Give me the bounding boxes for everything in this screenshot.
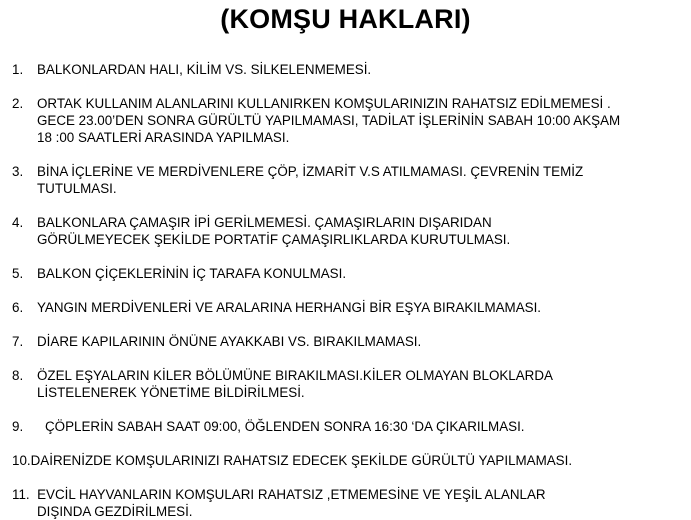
rule-text: EVCİL HAYVANLARIN KOMŞULARI RAHATSIZ ,ETMEMESİNE VE YEŞİL ALANLAR <box>37 487 546 502</box>
rule-number: 8. <box>12 368 24 383</box>
rule-item-6 <box>12 299 691 316</box>
rule-text: ÖZEL EŞYALARIN KİLER BÖLÜMÜNE BIRAKILMASI.KİLER OLMAYAN BLOKLARDA <box>37 368 553 383</box>
rule-number: 11. <box>12 487 30 502</box>
rule-text: ÇÖPLERİN SABAH SAAT 09:00, ÖĞLENDEN SONRA 16:30 ‘DA ÇIKARILMASI. <box>45 419 525 434</box>
rule-text: BALKON ÇİÇEKLERİNİN İÇ TARAFA KONULMASI. <box>37 266 347 281</box>
rule-text: GECE 23.00’DEN SONRA GÜRÜLTÜ YAPILMAMASI, TADİLAT İŞLERİNİN SABAH 10:00 AKŞAM <box>37 113 621 128</box>
rule-text: DAİRENİZDE KOMŞULARINIZI RAHATSIZ EDECEK ŞEKİLDE GÜRÜLTÜ YAPILMAMASI. <box>30 453 573 468</box>
rule-item-1 <box>12 61 691 78</box>
rule-number: 9. <box>12 419 24 434</box>
rule-text: TUTULMASI. <box>37 181 117 196</box>
rule-item-10 <box>12 452 691 469</box>
rule-text: BALKONLARA ÇAMAŞIR İPİ GERİLMEMESİ. ÇAMAŞIRLARIN DIŞARIDAN <box>37 215 492 230</box>
rule-number: 5. <box>12 266 24 281</box>
rule-text: GÖRÜLMEYECEK ŞEKİLDE PORTATİF ÇAMAŞIRLIKLARDA KURUTULMASI. <box>37 232 511 247</box>
rule-item-8 <box>12 367 691 401</box>
rule-number: 6. <box>12 300 24 315</box>
rule-number: 3. <box>12 164 24 179</box>
rule-number: 1. <box>12 62 24 77</box>
rule-text: LİSTELENEREK YÖNETİME BİLDİRİLMESİ. <box>37 385 305 400</box>
rule-number: 2. <box>12 96 24 111</box>
rule-number: 10. <box>12 453 31 468</box>
rule-item-5 <box>12 265 691 282</box>
rule-text: 18 :00 SAATLERİ ARASINDA YAPILMASI. <box>37 130 290 145</box>
rule-item-9 <box>12 418 691 435</box>
rule-item-11 <box>12 486 691 520</box>
rule-item-2 <box>12 95 691 146</box>
rule-text: DİARE KAPILARININ ÖNÜNE AYAKKABI VS. BIRAKILMAMASI. <box>37 334 422 349</box>
page-title: (KOMŞU HAKLARI) <box>220 4 471 34</box>
rule-text: DIŞINDA GEZDİRİLMESİ. <box>37 504 193 519</box>
rule-text: BİNA İÇLERİNE VE MERDİVENLERE ÇÖP, İZMARİT V.S ATILMAMASI. ÇEVRENİN TEMİZ <box>37 164 584 179</box>
rule-item-4 <box>12 214 691 248</box>
rule-item-3 <box>12 163 691 197</box>
rule-text: ORTAK KULLANIM ALANLARINI KULLANIRKEN KOMŞULARINIZIN RAHATSIZ EDİLMEMESİ . <box>37 96 611 111</box>
rule-text: BALKONLARDAN HALI, KİLİM VS. SİLKELENMEMESİ. <box>37 62 372 77</box>
rule-number: 4. <box>12 215 24 230</box>
rule-number: 7. <box>12 334 24 349</box>
rule-text: YANGIN MERDİVENLERİ VE ARALARINA HERHANGİ BİR EŞYA BIRAKILMAMASI. <box>37 300 542 315</box>
rule-item-7 <box>12 333 691 350</box>
